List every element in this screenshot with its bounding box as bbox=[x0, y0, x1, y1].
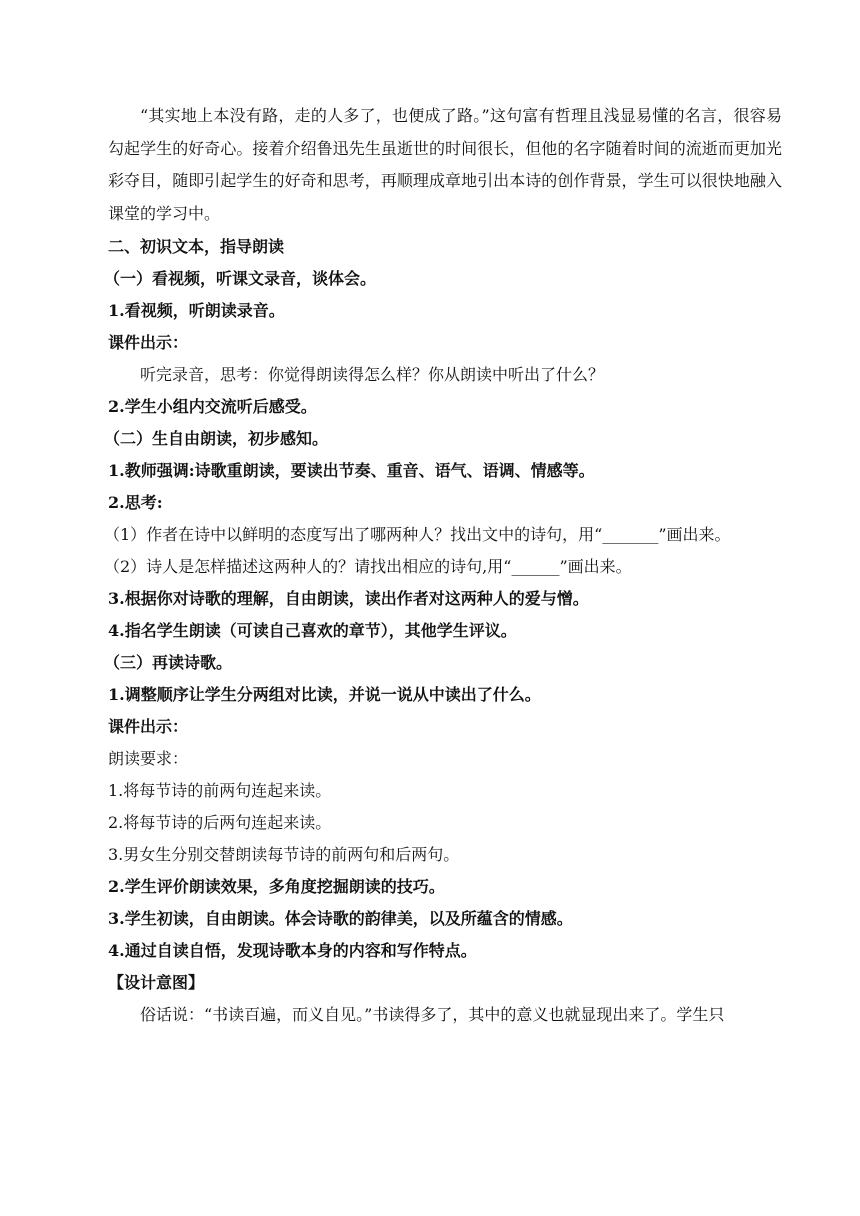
part-heading: （一）看视频，听课文录音，谈体会。 bbox=[104, 268, 377, 288]
courseware-label: 课件出示： bbox=[108, 716, 189, 736]
list-item: 3.学生初读，自由朗读。体会诗歌的韵律美，以及所蕴含的情感。 bbox=[108, 908, 573, 928]
list-item: 2.学生小组内交流听后感受。 bbox=[108, 396, 317, 416]
list-item: 4.通过自读自悟，发现诗歌本身的内容和写作特点。 bbox=[108, 940, 477, 960]
list-item: 1.教师强调:诗歌重朗读，要读出节奏、重音、语气、语调、情感等。 bbox=[108, 460, 595, 480]
question-text: 听完录音，思考：你觉得朗读得怎么样？你从朗读中听出了什么？ bbox=[140, 364, 605, 384]
intro-paragraph: “其实地上本没有路，走的人多了，也便成了路。”这句富有哲理且浅显易懂的名言，很容易勾起学生的好奇心。接着介绍鲁迅先生虽逝世的时间很长，但他的名字随着时间的流逝而更加光彩夺目，随即引起学生的好奇和思考，再顺理成章地引出本诗的创作背景，学生可以很快地融入课堂的学习中。 bbox=[108, 106, 782, 224]
list-item: 1.调整顺序让学生分两组对比读，并说一说从中读出了什么。 bbox=[108, 684, 541, 704]
part-heading: （二）生自由朗读，初步感知。 bbox=[104, 428, 329, 448]
sub-question: （1）作者在诗中以鲜明的态度写出了哪两种人？找出文中的诗句，用“_______”画出来。 bbox=[104, 524, 731, 544]
requirement-item: 2.将每节诗的后两句连起来读。 bbox=[108, 812, 332, 832]
part-heading: （三）再读诗歌。 bbox=[104, 652, 233, 672]
list-item: 2.思考: bbox=[108, 492, 163, 512]
requirement-item: 1.将每节诗的前两句连起来读。 bbox=[108, 780, 332, 800]
list-item: 1.看视频，听朗读录音。 bbox=[108, 300, 285, 320]
list-item: 2.学生评价朗读效果，多角度挖掘朗读的技巧。 bbox=[108, 876, 445, 896]
reading-requirements-label: 朗读要求： bbox=[108, 748, 189, 768]
section-heading: 二、初识文本，指导朗读 bbox=[108, 236, 285, 256]
requirement-item: 3.男女生分别交替朗读每节诗的前两句和后两句。 bbox=[108, 844, 460, 864]
courseware-label: 课件出示： bbox=[108, 332, 189, 352]
list-item: 3.根据你对诗歌的理解，自由朗读，读出作者对这两种人的爱与憎。 bbox=[108, 588, 589, 608]
design-intent-text: 俗话说：“书读百遍，而义自见。”书读得多了，其中的意义也就显现出来了。学生只 bbox=[140, 1004, 725, 1024]
document-page bbox=[104, 100, 782, 1031]
list-item: 4.指名学生朗读（可读自己喜欢的章节），其他学生评议。 bbox=[108, 620, 517, 640]
design-intent-heading: 【设计意图】 bbox=[108, 972, 205, 992]
sub-question: （2）诗人是怎样描述这两种人的？请找出相应的诗句,用“______”画出来。 bbox=[104, 556, 632, 576]
